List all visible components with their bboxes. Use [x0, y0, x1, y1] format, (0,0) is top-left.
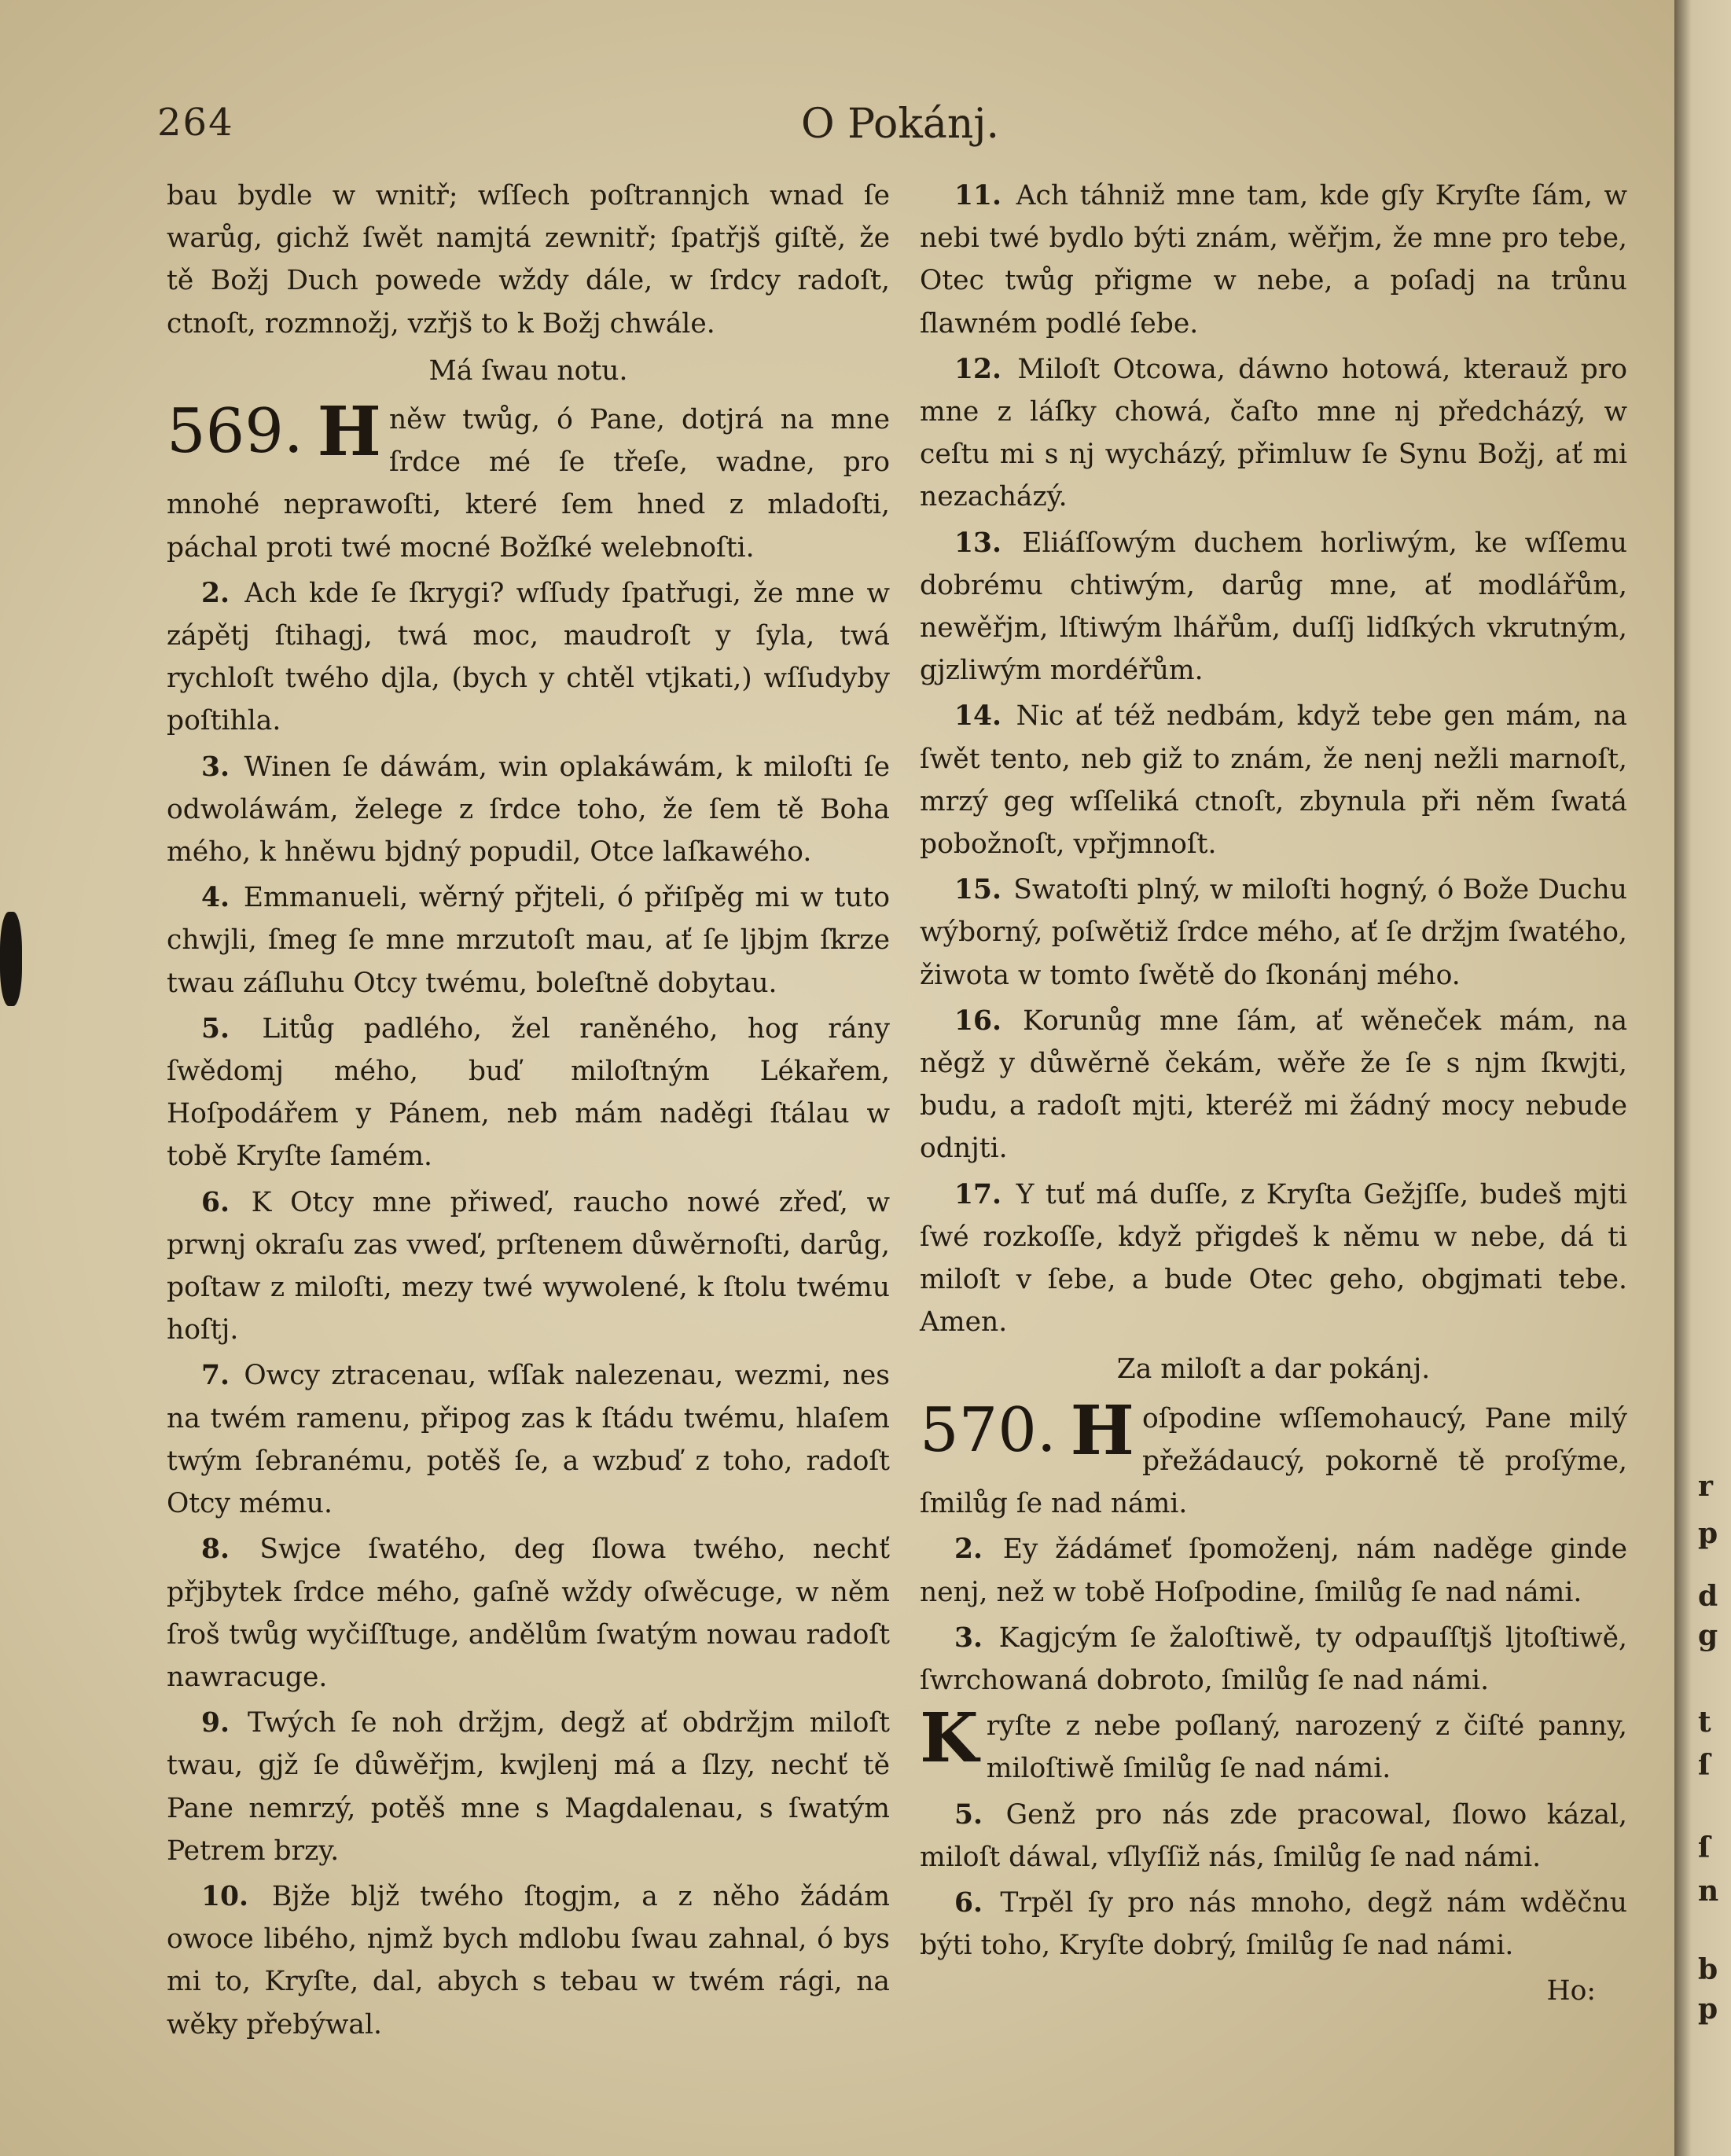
hymn-569-verse-2 — [167, 572, 890, 743]
hymn-570-verse-2 — [920, 1528, 1627, 1613]
verse-text: Bjže bljž twého ſtogjm, a z něho žádám owoce libého, njmž bych mdlobu ſwau zahnal, ó bys mi to, Kryſte, dal, abych s tebau w twém rági, na wěky přebýwal. — [167, 1880, 890, 2040]
hymn-569-verse-13 — [920, 522, 1627, 692]
hymn-570-heading: Za miloſt a dar pokánj. — [1116, 1353, 1431, 1386]
verse-text: Genž pro nás zde pracowal, ſlowo kázal, miloſt dáwal, vſlyſſiž nás, ſmilůg ſe nad námi. — [920, 1798, 1628, 1873]
verse-text: Korunůg mne ſám, ať wěneček mám, na něgž y důwěrně čekám, wěře že ſe s njm ſkwjti, budu, a radoſt mjti, kteréž mi žádný mocy nebude odnjti. — [920, 1005, 1628, 1165]
verse-number: 2. — [201, 577, 230, 609]
verse-text: Ach táhniž mne tam, kde gſy Kryſte ſám, w nebi twé bydlo býti znám, wěřjm, že mne pro tebe, Otec twůg přigme w nebe, a poſadj na trůnu ſlawném podlé ſebe. — [920, 180, 1628, 340]
fragment-letter: t — [1698, 1706, 1711, 1739]
hymn-569-verse-5 — [167, 1008, 890, 1178]
verse-text: Y tuť má duſſe, z Kryſta Gežjſſe, budeš mjti ſwé rozkoſſe, když přigdeš k němu w nebe, dá ti miloſt v ſebe, a bude Otec geho, obgjmati tebe. Amen. — [920, 1178, 1627, 1339]
fragment-letter: p — [1698, 1993, 1718, 2026]
hymn-569-verse-6 — [167, 1181, 890, 1352]
catchword: Ho: — [1546, 1975, 1596, 2007]
verse-number: 3. — [201, 751, 230, 783]
dropcap-letter: K — [920, 1699, 979, 1779]
verse-text: Ach kde ſe ſkrygi? wſſudy ſpatřugi, že mne w zápětj ſtihagj, twá moc, maudroſt y ſyla, twá rychloſt twého djla, (bych y chtěl vtjkati,) wſſudyby poſtihla. — [167, 577, 890, 737]
tune-note: Má ſwau notu. — [428, 354, 628, 387]
hymn-569-verse-7 — [167, 1354, 890, 1525]
verse-text: Trpěl ſy pro nás mnoho, degž nám wděčnu býti toho, Kryſte dobrý, ſmilůg ſe nad námi. — [920, 1886, 1627, 1962]
verse-number: 13. — [954, 527, 1002, 559]
hymn-569-verse-15 — [920, 869, 1627, 997]
verse-number: 5. — [201, 1012, 230, 1045]
hymn-570-verse-4 — [920, 1699, 1627, 1790]
verse-number: 15. — [954, 874, 1002, 906]
hymn-569-verse-1 — [167, 392, 890, 569]
verse-text: Twých ſe noh držjm, degž ať obdržjm miloſt twau, gjž ſe důwěřjm, kwjlenj má a ſlzy, nechť tě Pane nemrzý, potěš mne s Magdalenau, s ſwatým Petrem brzy. — [167, 1707, 890, 1867]
hymn-569-verse-9 — [167, 1702, 890, 1872]
right-column — [920, 174, 1627, 2016]
verse-text: Ey žádámeť ſpomoženj, nám naděge ginde nenj, než w tobě Hoſpodine, ſmilůg ſe nad námi. — [920, 1533, 1628, 1608]
verse-number: 4. — [201, 882, 230, 914]
running-head: O Pokánj. — [800, 101, 999, 148]
verse-number: 2. — [954, 1533, 983, 1566]
verse-number: 7. — [201, 1360, 230, 1392]
verse-text: K Otcy mne přiweď, raucho nowé zřeď, w prwnj okraſu zas vweď, prſtenem důwěrnoſti, darůg, poſtaw z miloſti, mezy twé wywolené, k ſtolu twému hoſtj. — [167, 1186, 890, 1346]
fragment-letter: r — [1698, 1470, 1713, 1503]
fragment-letter: g — [1698, 1619, 1718, 1652]
hymn-569-verse-17 — [920, 1173, 1627, 1344]
binding-shadow — [0, 912, 22, 1006]
left-column — [167, 174, 890, 2049]
verse-text: oſpodine wſſemohaucý, Pane milý přežádaucý, pokorně tě proſýme, ſmilůg ſe nad námi. — [920, 1402, 1627, 1520]
dropcap-letter: H — [317, 392, 381, 472]
verse-text: Litůg padlého, žel raněného, hog rány ſwědomj mého, buď miloſtným Lékařem, Hoſpodářem y Pánem, neb mám naděgi ſtálau w tobě Kryſte ſamém. — [167, 1012, 890, 1173]
adjacent-page-edge — [1674, 0, 1731, 2156]
verse-number: 5. — [954, 1798, 983, 1831]
hymn-569-verse-8 — [167, 1528, 890, 1699]
dropcap-letter: H — [1070, 1390, 1134, 1471]
fragment-letter: ſ — [1698, 1831, 1711, 1864]
verse-text: ryſte z nebe poſlaný, narozený z čiſté panny, miloſtiwě ſmilůg ſe nad námi. — [986, 1710, 1627, 1785]
verse-number: 6. — [954, 1886, 983, 1919]
verse-number: 14. — [954, 700, 1002, 733]
page-number: 264 — [157, 101, 234, 145]
fragment-letter: ſ — [1698, 1749, 1711, 1782]
verse-number: 8. — [201, 1533, 230, 1566]
hymn-number-569: 569. — [167, 396, 303, 468]
hymn-569-verse-14 — [920, 695, 1627, 865]
fragment-letter: d — [1698, 1580, 1718, 1613]
hymn-569-verse-3 — [167, 746, 890, 874]
verse-text: Kagjcým ſe žaloſtiwě, ty odpauſſtjš ljtoſtiwě, ſwrchowaná dobroto, ſmilůg ſe nad námi. — [920, 1622, 1627, 1696]
hymn-569-verse-4 — [167, 876, 890, 1005]
hymn-number-570: 570. — [920, 1394, 1057, 1466]
verse-text: Winen ſe dáwám, win oplakáwám, k miloſti ſe odwoláwám, želege z ſrdce toho, že ſem tě Boha mého, k hněwu bjdný popudil, Otce laſkawého. — [167, 751, 891, 869]
verse-number: 11. — [954, 180, 1002, 211]
verse-text: Swjce ſwatého, deg ſlowa twého, nechť přjbytek ſrdce mého, gaſně wždy oſwěcuge, w něm ſroš twůg wyčiſſtuge, andělům ſwatým nowau radoſt nawracuge. — [167, 1533, 891, 1693]
verse-number: 9. — [201, 1707, 230, 1739]
verse-number: 6. — [201, 1186, 230, 1218]
verse-number: 12. — [954, 353, 1002, 385]
hymn-570-verse-5 — [920, 1794, 1627, 1879]
verse-text: Swatoſti plný, w miloſti hogný, ó Bože Duchu wýborný, poſwětiž ſrdce mého, ať ſe držjm ſwatého, žiwota w tomto ſwětě do ſkonánj mého. — [920, 874, 1627, 991]
hymn-570-verse-6 — [920, 1882, 1627, 1967]
hymn-570-verse-1 — [920, 1390, 1627, 1526]
verse-text: Emmanueli, wěrný přjteli, ó přiſpěg mi w tuto chwjli, ſmeg ſe mne mrzutoſt mau, ať ſe ljbjm ſkrze twau záſluhu Otcy twému, boleſtně dobytau. — [167, 882, 891, 999]
page-header — [157, 101, 1643, 156]
verse-number: 17. — [954, 1178, 1002, 1210]
verse-number: 16. — [954, 1005, 1002, 1037]
verse-number: 3. — [954, 1622, 983, 1654]
continuation-text: bau bydle w wnitř; wſſech poſtrannjch wnad ſe warůg, gichž ſwět namjtá zewnitř; ſpatřjš giſtě, že tě Božj Duch powede wždy dále, w ſrdcy radoſt, ctnoſt, rozmnožj, vzřjš to k Božj chwále. — [167, 180, 890, 340]
hymn-569-verse-16 — [920, 1000, 1627, 1170]
fragment-letter: b — [1698, 1953, 1718, 1986]
verse-text: Owcy ztracenau, wſſak nalezenau, wezmi, nes na twém ramenu, připog zas k ſtádu twému, hlaſem twým ſebranému, potěš ſe, a wzbuď z toho, radoſt Otcy mému. — [167, 1360, 891, 1520]
verse-text: Nic ať též nedbám, když tebe gen mám, na ſwět tento, neb giž to znám, že nenj nežli marnoſt, mrzý geg wſſeliká ctnoſt, zbynula při něm ſwatá pobožnoſt, vpřjmnoſt. — [920, 700, 1627, 861]
hymn-569-verse-12 — [920, 348, 1627, 519]
verse-text: něw twůg, ó Pane, dotjrá na mne ſrdce mé ſe třeſe, wadne, pro mnohé neprawoſti, které ſem hned z mladoſti, páchal proti twé mocné Božſké welebnoſti. — [167, 404, 890, 564]
hymn-569-verse-10 — [167, 1875, 890, 2046]
verse-number: 10. — [201, 1880, 249, 1912]
hymn-570-verse-3 — [920, 1617, 1627, 1702]
fragment-letter: p — [1698, 1517, 1718, 1550]
verse-text: Eliáſſowým duchem horliwým, ke wſſemu dobrému chtiwým, darůg mne, ať modlářům, newěřjm, lſtiwým lhářům, duſſj lidſkých vkrutným, gjzliwým mordéřům. — [920, 527, 1628, 687]
hymn-569-verse-11 — [920, 174, 1627, 345]
verse-text: Miloſt Otcowa, dáwno hotowá, kterauž pro mne z láſky chowá, čaſto mne nj předcházý, w ceſtu mi s nj wycházý, přimluw ſe Synu Božj, ať mi nezacházý. — [920, 353, 1628, 513]
fragment-letter: n — [1698, 1875, 1719, 1908]
